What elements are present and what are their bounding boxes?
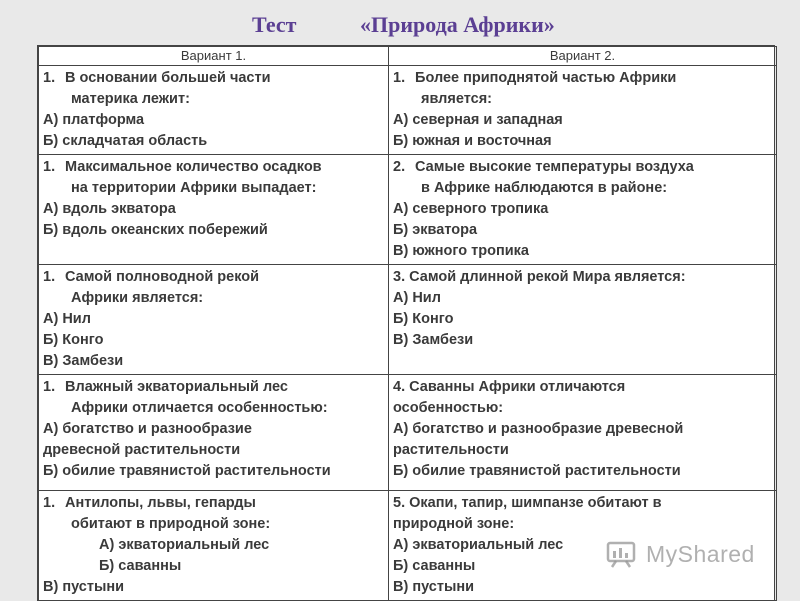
answer-option: Б) складчатая область: [43, 133, 208, 149]
question-text: 1. Антилопы, львы, гепарды: [43, 495, 256, 511]
table-row: [39, 155, 777, 265]
answer-option: Б) саванны: [99, 558, 182, 574]
question-text: 1. Более приподнятой частью Африки: [393, 70, 677, 86]
question-cell: [39, 66, 389, 155]
answer-option: Б) вдоль океанских побережий: [43, 222, 268, 238]
answer-option: Б) Конго: [393, 311, 454, 327]
question-text: 1. В основании большей части: [43, 70, 271, 86]
question-text: 3. Самой длинной рекой Мира является:: [393, 269, 686, 285]
table-row: [39, 491, 777, 601]
answer-option: А) северного тропика: [393, 201, 549, 217]
question-text: является:: [421, 91, 492, 107]
question-cell: [389, 265, 777, 375]
answer-option: В) Замбези: [43, 353, 124, 369]
table-row: [39, 265, 777, 375]
question-text: 1. Самой полноводной рекой: [43, 269, 260, 285]
test-table: [37, 45, 775, 601]
question-text: в Африке наблюдаются в районе:: [421, 180, 668, 196]
table-header-row: [39, 47, 777, 66]
title-row: [0, 8, 800, 42]
answer-option: В) пустыни: [393, 579, 475, 595]
answer-option: Б) Конго: [43, 332, 104, 348]
page-title: «Природа Африки»: [360, 12, 555, 37]
question-cell: [39, 265, 389, 375]
question-text: материка лежит:: [71, 91, 190, 107]
question-text: 5. Окапи, тапир, шимпанзе обитают в: [393, 495, 662, 511]
answer-option: А) богатство и разнообразие: [43, 421, 252, 437]
answer-option: А) экваториальный лес: [393, 537, 564, 553]
answer-option: Б) экватора: [393, 222, 478, 238]
answer-option: В) Замбези: [393, 332, 474, 348]
answer-option: В) пустыни: [43, 579, 125, 595]
answer-option: А) платформа: [43, 112, 145, 128]
answer-option: Б) саванны: [393, 558, 476, 574]
question-text: природной зоне:: [393, 516, 515, 532]
answer-option: А) экваториальный лес: [99, 537, 270, 553]
question-cell: [39, 375, 389, 491]
watermark-text: MyShared: [646, 540, 755, 567]
answer-option: Б) обилие травянистой растительности: [43, 463, 331, 479]
answer-option: древесной растительности: [43, 442, 241, 458]
table-row: [39, 375, 777, 491]
question-cell: [389, 66, 777, 155]
question-cell: [389, 155, 777, 265]
question-text: 1. Максимальное количество осадков: [43, 159, 322, 175]
question-text: Африки является:: [71, 290, 204, 306]
question-text: 1. Влажный экваториальный лес: [43, 379, 288, 395]
answer-option: Б) обилие травянистой растительности: [393, 463, 681, 479]
question-cell: [39, 491, 389, 601]
question-cell: [39, 155, 389, 265]
question-text: особенностью:: [393, 400, 504, 416]
question-cell: [389, 491, 777, 601]
answer-option: растительности: [393, 442, 509, 458]
table-row: [39, 66, 777, 155]
answer-option: А) северная и западная: [393, 112, 563, 128]
question-cell: [389, 375, 777, 491]
answer-option: Б) южная и восточная: [393, 133, 552, 149]
answer-option: В) южного тропика: [393, 243, 529, 259]
answer-option: А) вдоль экватора: [43, 201, 176, 217]
answer-option: А) Нил: [43, 311, 91, 327]
question-text: обитают в природной зоне:: [71, 516, 271, 532]
question-text: 4. Саванны Африки отличаются: [393, 379, 626, 395]
test-label: Тест: [252, 12, 297, 37]
column-header-variant-1: Вариант 1.: [39, 47, 389, 66]
question-text: на территории Африки выпадает:: [71, 180, 317, 196]
column-header-variant-2: Вариант 2.: [389, 47, 777, 66]
answer-option: А) Нил: [393, 290, 441, 306]
question-text: Африки отличается особенностью:: [71, 400, 328, 416]
answer-option: А) богатство и разнообразие древесной: [393, 421, 684, 437]
question-text: 2. Самые высокие температуры воздуха: [393, 159, 694, 175]
